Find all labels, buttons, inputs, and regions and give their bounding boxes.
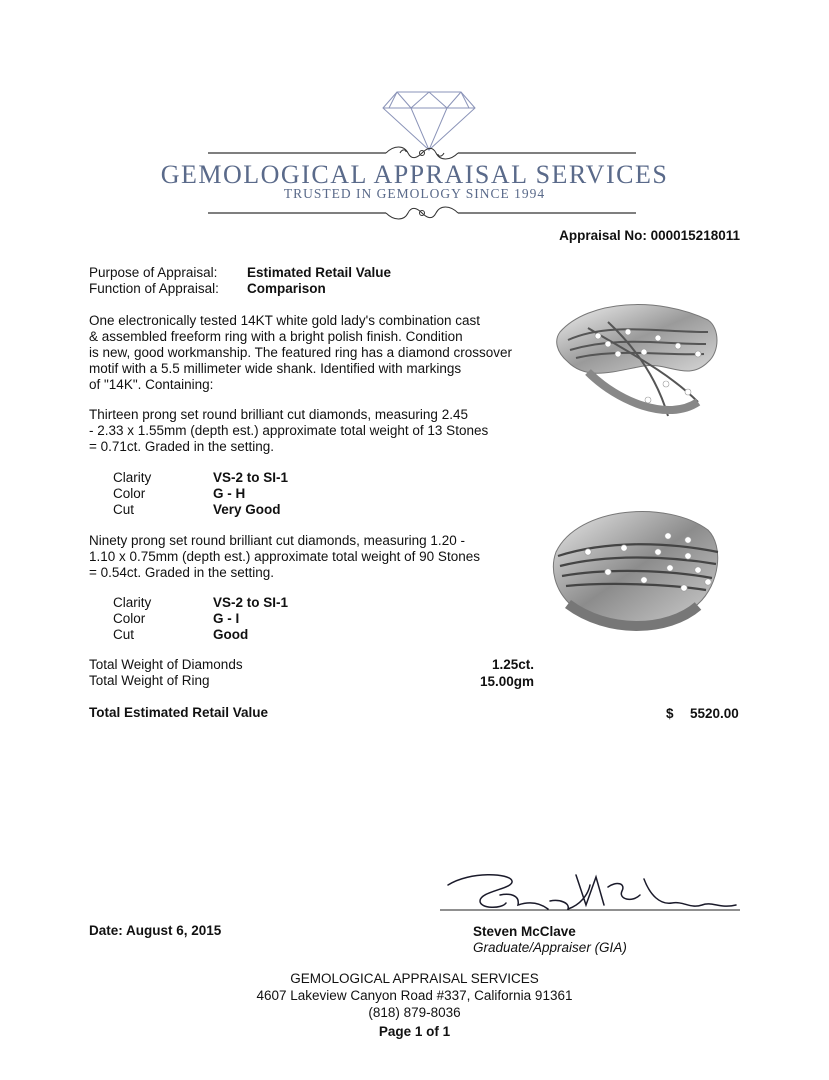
total-ring-value: 15.00gm [479, 674, 534, 689]
stone-line: = 0.54ct. Graded in the setting. [89, 565, 274, 580]
currency-symbol: $ [666, 706, 674, 721]
stone-line: = 0.71ct. Graded in the setting. [89, 439, 274, 454]
clarity-value: VS-2 to SI-1 [213, 595, 289, 610]
header-ornament-bottom [208, 203, 636, 223]
description-line: of "14K". Containing: [89, 377, 214, 392]
stone-line: Thirteen prong set round brilliant cut diamonds, measuring 2.45 [89, 407, 468, 422]
footer [0, 970, 829, 1040]
footer-address: 4607 Lakeview Canyon Road #337, California 91361 [256, 988, 573, 1003]
total-ring-label: Total Weight of Ring [89, 673, 210, 688]
total-retail-value: 5520.00 [690, 706, 739, 721]
ring-photo-bottom [548, 496, 728, 646]
footer-company: GEMOLOGICAL APPRAISAL SERVICES [290, 971, 539, 986]
appraisal-number: Appraisal No: 000015218011 [559, 228, 740, 243]
description-line: motif with a 5.5 millimeter wide shank. Identified with markings [89, 361, 462, 376]
stone-line: - 2.33 x 1.55mm (depth est.) approximate total weight of 13 Stones [89, 423, 489, 438]
stone-group-2-description [89, 533, 480, 581]
footer-phone: (818) 879-8036 [368, 1005, 461, 1020]
color-value: G - I [213, 611, 240, 626]
clarity-value: VS-2 to SI-1 [213, 470, 289, 485]
cut-label: Cut [113, 627, 135, 642]
purpose-row [89, 265, 391, 297]
appraisal-date: Date: August 6, 2015 [89, 923, 222, 938]
total-diamonds-value: 1.25ct. [491, 657, 534, 672]
appraiser-title: Graduate/Appraiser (GIA) [473, 940, 627, 955]
description-line: is new, good workmanship. The featured ring has a diamond crossover [89, 345, 512, 360]
function-value: Comparison [247, 281, 326, 296]
purpose-label: Purpose of Appraisal: [89, 265, 218, 280]
company-name: GEMOLOGICAL APPRAISAL SERVICES [160, 160, 669, 189]
cut-value: Very Good [213, 502, 281, 517]
color-label: Color [113, 486, 146, 501]
color-label: Color [113, 611, 146, 626]
stone-group-2-grades [113, 595, 288, 643]
page-number: Page 1 of 1 [378, 1024, 451, 1039]
purpose-value: Estimated Retail Value [247, 265, 392, 280]
clarity-label: Clarity [113, 595, 152, 610]
company-tagline: TRUSTED IN GEMOLOGY SINCE 1994 [283, 186, 546, 201]
function-label: Function of Appraisal: [89, 281, 219, 296]
description-line: & assembled freeform ring with a bright polish finish. Condition [89, 329, 463, 344]
cut-value: Good [213, 627, 249, 642]
stone-group-1-description [89, 407, 488, 455]
cut-label: Cut [113, 502, 135, 517]
clarity-label: Clarity [113, 470, 152, 485]
appraiser-signature [440, 865, 745, 925]
ring-description [89, 313, 512, 393]
color-value: G - H [213, 486, 246, 501]
stone-line: 1.10 x 0.75mm (depth est.) approximate total weight of 90 Stones [89, 549, 480, 564]
stone-line: Ninety prong set round brilliant cut diamonds, measuring 1.20 - [89, 533, 465, 548]
ring-photo-top [548, 292, 728, 432]
total-diamonds-label: Total Weight of Diamonds [89, 657, 243, 672]
appraiser-name: Steven McClave [473, 924, 576, 939]
description-line: One electronically tested 14KT white gold lady's combination cast [89, 313, 481, 328]
stone-group-1-grades [113, 470, 288, 518]
total-retail-label: Total Estimated Retail Value [89, 705, 269, 720]
